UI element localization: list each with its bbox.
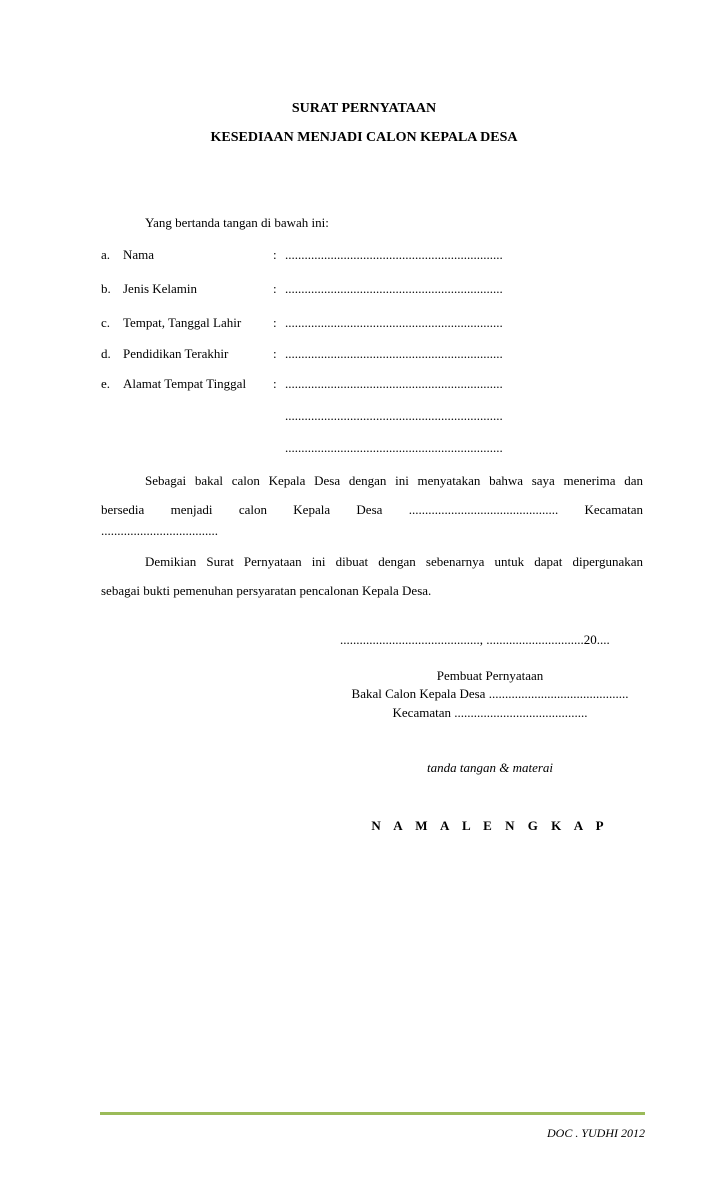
field-label: Alamat Tempat Tinggal <box>123 376 247 391</box>
place-date: ..........................................., ..............................20.... <box>340 632 610 647</box>
field-letter: b. <box>101 281 111 296</box>
footer-rule <box>100 1112 645 1115</box>
field-colon: : <box>273 376 277 391</box>
maker-label: Pembuat Pernyataan <box>436 668 544 683</box>
statement-paragraph <box>101 466 643 538</box>
closing-line-2: sebagai bukti pemenuhan persyaratan pencalonan Kepala Desa. <box>101 583 432 598</box>
field-tempat-tanggal-lahir <box>101 315 661 333</box>
closing-line-1: Demikian Surat Pernyataan ini dibuat dengan sebenarnya untuk dapat dipergunakan <box>145 554 643 569</box>
field-label: Jenis Kelamin <box>123 281 198 296</box>
field-letter: a. <box>101 247 111 262</box>
field-colon: : <box>273 247 277 262</box>
address-line-2: ................................................................... <box>285 408 503 423</box>
field-letter: e. <box>101 376 111 391</box>
field-blank: ................................................................... <box>285 247 503 262</box>
intro-text: Yang bertanda tangan di bawah ini: <box>145 215 329 230</box>
document-title: SURAT PERNYATAAN <box>291 101 437 116</box>
field-label: Nama <box>123 247 155 262</box>
district-label: Kecamatan ......................................... <box>392 705 588 720</box>
field-blank: ................................................................... <box>285 281 503 296</box>
field-alamat <box>101 376 661 394</box>
statement-line-3: .................................... <box>101 523 218 538</box>
closing-paragraph <box>101 547 643 605</box>
field-nama <box>101 247 661 265</box>
candidate-label: Bakal Calon Kepala Desa ........................................... <box>351 686 629 701</box>
field-blank: ................................................................... <box>285 346 503 361</box>
signature-stamp-note: tanda tangan & materai <box>426 760 554 775</box>
field-letter: c. <box>101 315 111 330</box>
field-pendidikan-terakhir <box>101 346 661 364</box>
field-jenis-kelamin <box>101 281 661 299</box>
field-blank: ................................................................... <box>285 315 503 330</box>
field-colon: : <box>273 281 277 296</box>
footer-text: DOC . YUDHI 2012 <box>546 1126 645 1140</box>
statement-line-1: Sebagai bakal calon Kepala Desa dengan ini menyatakan bahwa saya menerima dan <box>145 473 643 488</box>
field-label: Pendidikan Terakhir <box>123 346 229 361</box>
field-colon: : <box>273 315 277 330</box>
field-blank: ................................................................... <box>285 376 503 391</box>
field-label: Tempat, Tanggal Lahir <box>123 315 242 330</box>
full-name-placeholder: N A M A L E N G K A P <box>371 818 609 833</box>
document-subtitle: KESEDIAAN MENJADI CALON KEPALA DESA <box>210 130 518 145</box>
statement-line-2: bersedia menjadi calon Kepala Desa .............................................. Kecamatan <box>101 502 643 517</box>
field-letter: d. <box>101 346 111 361</box>
address-line-3: ................................................................... <box>285 440 503 455</box>
field-colon: : <box>273 346 277 361</box>
